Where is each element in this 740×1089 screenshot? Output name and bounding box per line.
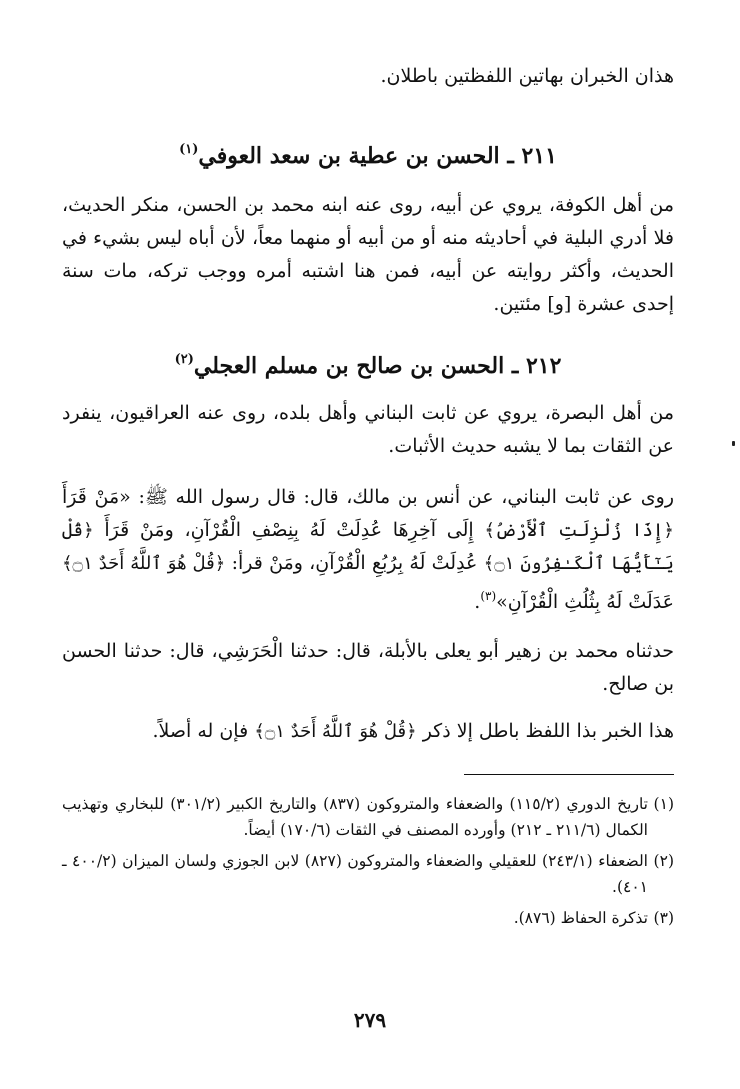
footnote-number: (٢)	[653, 852, 674, 870]
quran-verse-ikhlas-verdict: ﴿قُلْ هُوَ ٱللَّهُ أَحَدٌ ۝١﴾	[254, 721, 417, 742]
hadith-part-4: عَدَلَتْ لَهُ بِثُلُثِ الْقُرْآنِ»	[496, 591, 674, 613]
margin-mark	[732, 441, 735, 446]
footnote-item	[62, 905, 674, 931]
footnotes	[62, 791, 674, 931]
entry-212-bio: من أهل البصرة، يروي عن ثابت البناني وأهل بلده، روى عنه العراقيون، ينفرد عن الثقات بما لا يشبه حديث الأثبات.	[62, 402, 674, 457]
hadith-footnote-ref[interactable]: (٣)	[480, 589, 497, 603]
entry-212-verdict	[62, 715, 674, 748]
footnote-item	[62, 848, 674, 900]
verdict-part-1: هذا الخبر بذا اللفظ باطل إلا ذكر	[422, 720, 674, 742]
entry-212-isnad: حدثناه محمد بن زهير أبو يعلى بالأبلة، قال: حدثنا الْحَرَشِي، قال: حدثنا الحسن بن صالح.	[62, 640, 674, 695]
hadith-part-3: عُدِلَتْ لَهُ بِرُبُعِ الْقُرْآنِ، ومَنْ قرأ:	[231, 552, 478, 574]
entry-212-hadith	[62, 481, 674, 619]
entry-212-footnote-ref[interactable]: (٢)	[174, 352, 194, 367]
hadith-end: .	[474, 591, 481, 613]
footnote-item	[62, 791, 674, 843]
footnote-text: تاريخ الدوري (١١٥/٢) والضعفاء والمتروكون (٨٣٧) والتاريخ الكبير (٣٠١/٢) للبخاري وتهذيب الكمال (٢١١/٦ ـ ٢١٢) وأورده المصنف في الثقات (١٧٠/٦) أيضاً.	[62, 795, 648, 839]
footnote-text: الضعفاء (٢٤٣/١) للعقيلي والضعفاء والمتروكون (٨٢٧) لابن الجوزي ولسان الميزان (٤٠٠/٢ ـ ٤٠١).	[62, 852, 648, 896]
hadith-part-2: إِلَى آخِرِهَا عُدِلَتْ لَهُ بِنِصْفِ الْقُرْآنِ، ومَنْ قَرَأَ	[104, 519, 474, 541]
entry-211-heading	[62, 133, 674, 173]
footnote-number: (٣)	[653, 909, 674, 927]
verdict-part-2: فإن له أصلاً.	[152, 720, 249, 742]
hadith-intro: روى عن ثابت البناني، عن أنس بن مالك، قال: قال رسول الله ﷺ: «مَنْ قَرَأَ	[62, 486, 674, 508]
entry-211-body: من أهل الكوفة، يروي عن أبيه، روى عنه ابنه محمد بن الحسن، منكر الحديث، فلا أدري البلية في أحاديثه منه أو من أبيه أو منهما معاً، لأن أباه ليس بشيء في الحديث، وأكثر روايته عن أبيه، فمن هنا اشتبه أمره ووجب تركه، مات سنة إحدى عشرة [و] مئتين.	[62, 194, 674, 315]
intro-line: هذان الخبران بهاتين اللفظتين باطلان.	[380, 65, 674, 87]
page-number: ٢٧٩	[353, 1008, 387, 1032]
entry-211-footnote-ref[interactable]: (١)	[179, 142, 199, 157]
quran-verse-zalzala: ﴿إِذَا زُلْزِلَتِ ٱلْأَرْضُ﴾	[484, 520, 674, 541]
quran-verse-kafirun: ﴿قُلْ يَـٰٓأَيُّهَا ٱلْكَـٰفِرُونَ ۝١﴾	[62, 520, 674, 574]
entry-212-title: ٢١٢ ـ الحسن بن صالح بن مسلم العجلي	[193, 353, 562, 379]
footnote-separator	[464, 774, 674, 775]
page-body	[62, 60, 674, 936]
entry-212-heading	[62, 343, 674, 383]
quran-verse-ikhlas: ﴿قُلْ هُوَ ٱللَّهُ أَحَدٌ ۝١﴾	[62, 553, 226, 574]
footnote-number: (١)	[653, 795, 674, 813]
footnote-text: تذكرة الحفاظ (٨٧٦).	[513, 909, 648, 927]
entry-211-title: ٢١١ ـ الحسن بن عطية بن سعد العوفي	[198, 143, 557, 169]
